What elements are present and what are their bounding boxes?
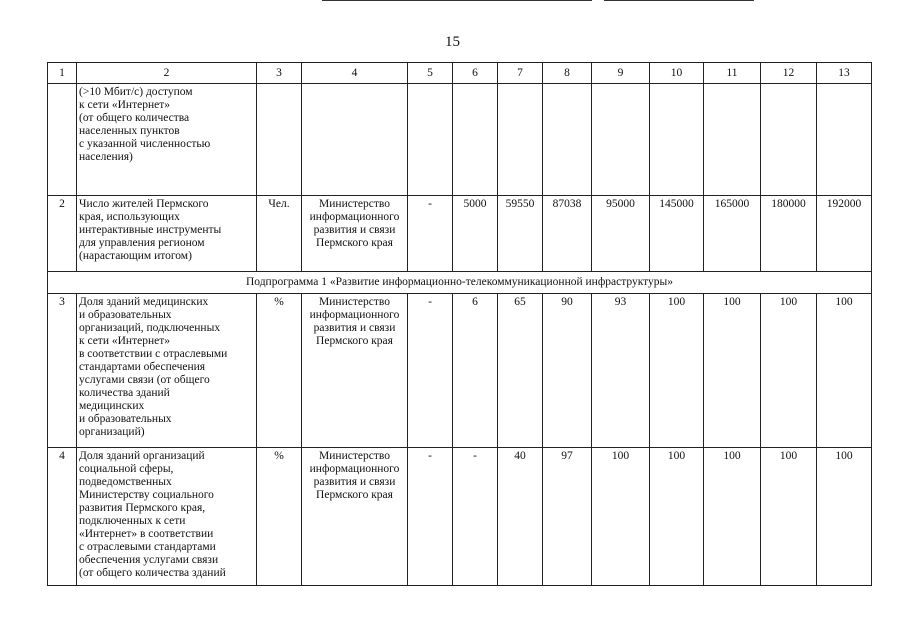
table-row [48, 448, 872, 586]
header-cell: 9 [592, 63, 650, 84]
indicator-name-cell: Доля зданий медицинских и образовательных организаций, подключенных к сети «Интернет» в соответствии с отраслевыми стандартами обеспечения услугами связи (от общего количества зданий медицинских и образовательных организаций) [77, 294, 257, 448]
value-cell [761, 84, 817, 196]
header-cell: 12 [761, 63, 817, 84]
value-cell: 6 [453, 294, 498, 448]
row-number-cell: 2 [48, 196, 77, 272]
value-cell: 145000 [650, 196, 704, 272]
indicator-name-cell: (>10 Мбит/с) доступом к сети «Интернет» (от общего количества населенных пунктов с указанной численностью населения) [77, 84, 257, 196]
value-cell [592, 84, 650, 196]
unit-cell [257, 84, 302, 196]
unit-cell: Чел. [257, 196, 302, 272]
responsible-cell: Министерство информационного развития и связи Пермского края [302, 294, 408, 448]
table-row [48, 294, 872, 448]
responsible-cell [302, 84, 408, 196]
value-cell: 100 [817, 294, 872, 448]
header-cell: 6 [453, 63, 498, 84]
value-cell [650, 84, 704, 196]
header-cell: 8 [543, 63, 592, 84]
header-cell: 5 [408, 63, 453, 84]
subprogram-title: Подпрограмма 1 «Развитие информационно-телекоммуникационной инфраструктуры» [48, 272, 872, 294]
value-cell: 100 [650, 448, 704, 586]
unit-cell: % [257, 448, 302, 586]
value-cell: 100 [761, 448, 817, 586]
value-cell: 40 [498, 448, 543, 586]
top-rule [322, 0, 592, 1]
value-cell [543, 84, 592, 196]
value-cell: 59550 [498, 196, 543, 272]
indicator-name-cell: Число жителей Пермского края, использующих интерактивные инструменты для управления регионом (нарастающим итогом) [77, 196, 257, 272]
row-number-cell [48, 84, 77, 196]
value-cell [453, 84, 498, 196]
header-cell: 10 [650, 63, 704, 84]
top-rule [604, 0, 754, 1]
value-cell: - [408, 448, 453, 586]
row-number-cell: 3 [48, 294, 77, 448]
header-cell: 3 [257, 63, 302, 84]
value-cell: 180000 [761, 196, 817, 272]
responsible-cell: Министерство информационного развития и связи Пермского края [302, 196, 408, 272]
indicator-table [47, 62, 872, 586]
header-cell: 4 [302, 63, 408, 84]
header-cell: 1 [48, 63, 77, 84]
value-cell: 100 [592, 448, 650, 586]
header-cell: 13 [817, 63, 872, 84]
value-cell: 100 [650, 294, 704, 448]
value-cell: 87038 [543, 196, 592, 272]
value-cell [704, 84, 761, 196]
row-number-cell: 4 [48, 448, 77, 586]
page-number: 15 [445, 34, 460, 50]
value-cell: 65 [498, 294, 543, 448]
value-cell [817, 84, 872, 196]
value-cell: 165000 [704, 196, 761, 272]
header-row [48, 63, 872, 84]
value-cell: 100 [704, 448, 761, 586]
indicator-name-cell: Доля зданий организаций социальной сферы, подведомственных Министерству социального развития Пермского края, подключенных к сети «Интернет» в соответствии с отраслевыми стандартами обеспечения услугами связи (от общего количества зданий [77, 448, 257, 586]
header-cell: 2 [77, 63, 257, 84]
value-cell: 93 [592, 294, 650, 448]
responsible-cell: Министерство информационного развития и связи Пермского края [302, 448, 408, 586]
unit-cell: % [257, 294, 302, 448]
value-cell: 95000 [592, 196, 650, 272]
value-cell: 5000 [453, 196, 498, 272]
value-cell: 100 [817, 448, 872, 586]
value-cell [498, 84, 543, 196]
header-cell: 7 [498, 63, 543, 84]
value-cell: - [453, 448, 498, 586]
table-row [48, 84, 872, 196]
value-cell [408, 84, 453, 196]
value-cell: 90 [543, 294, 592, 448]
value-cell: - [408, 294, 453, 448]
value-cell: - [408, 196, 453, 272]
value-cell: 192000 [817, 196, 872, 272]
table-row [48, 196, 872, 272]
value-cell: 100 [704, 294, 761, 448]
value-cell: 97 [543, 448, 592, 586]
header-cell: 11 [704, 63, 761, 84]
value-cell: 100 [761, 294, 817, 448]
subprogram-row [48, 272, 872, 294]
